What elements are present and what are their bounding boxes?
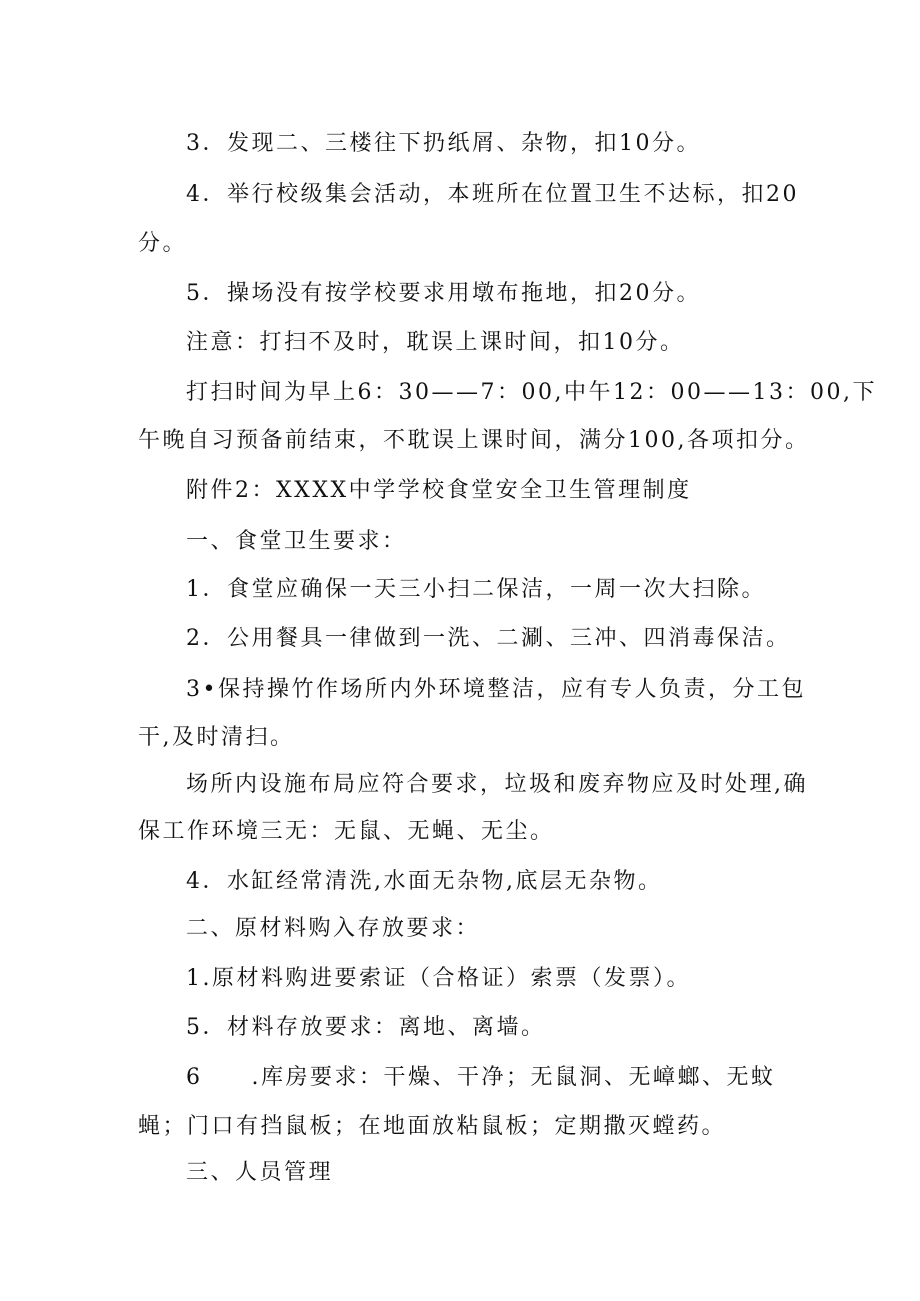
text-line: 干,及时清扫。: [138, 725, 295, 750]
text-line: 5．操场没有按学校要求用墩布拖地，扣20分。: [186, 281, 701, 306]
text-line: 一、食堂卫生要求：: [186, 529, 407, 554]
text-line: 注意：打扫不及时，耽误上课时间，扣10分。: [186, 330, 685, 355]
text-line: 5．材料存放要求：离地、离墙。: [186, 1015, 546, 1040]
text-line: 1.原材料购进要索证（合格证）索票（发票）。: [186, 966, 691, 991]
text-line: 附件2：XXXX中学学校食堂安全卫生管理制度: [186, 478, 692, 503]
text-line: 分。: [138, 231, 188, 256]
text-line: 3•保持操竹作场所内外环境整洁，应有专人负责，分工包: [186, 677, 806, 702]
text-line: 2．公用餐具一律做到一洗、二涮、三冲、四消毒保洁。: [186, 626, 791, 651]
text-line: 三、人员管理: [186, 1160, 334, 1185]
text-line: 打扫时间为早上6：30——7：00,中午12：00——13：00,下: [186, 380, 877, 405]
text-line: 4．水缸经常清洗,水面无杂物,底层无杂物。: [186, 869, 663, 894]
text-line: 1．食堂应确保一天三小扫二保洁，一周一次大扫除。: [186, 577, 766, 602]
text-line: 场所内设施布局应符合要求，垃圾和废弃物应及时处理,确: [186, 772, 808, 797]
text-line: 蝇；门口有挡鼠板；在地面放粘鼠板；定期撒灭螳药。: [138, 1114, 727, 1139]
text-line: 保工作环境三无：无鼠、无蝇、无尘。: [138, 819, 555, 844]
text-line: 3．发现二、三楼往下扔纸屑、杂物，扣10分。: [186, 131, 701, 156]
text-line: 午晚自习预备前结束，不耽误上课时间，满分100,各项扣分。: [138, 428, 810, 453]
text-line: 4．举行校级集会活动，本班所在位置卫生不达标，扣20: [186, 182, 799, 207]
text-line: 二、原材料购入存放要求：: [186, 916, 481, 941]
text-line: 6 .库房要求：干燥、干净；无鼠洞、无嶂螂、无蚊: [186, 1065, 776, 1090]
